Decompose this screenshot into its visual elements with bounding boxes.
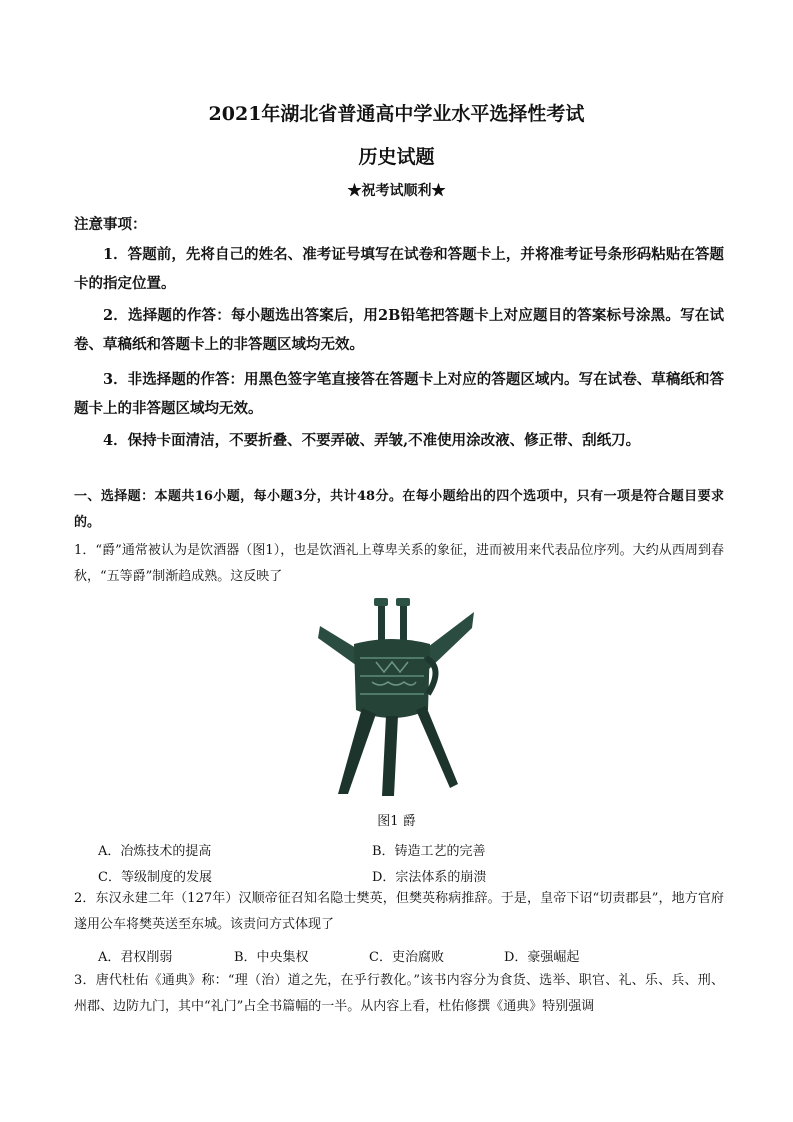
q1-option-b[interactable]: B．铸造工艺的完善: [372, 844, 486, 859]
subject-title: 历史试题: [358, 146, 435, 168]
question-3-stem: 3．唐代杜佑《通典》称：“理（治）道之先，在乎行教化。”该书内容分为食货、选举、职官、礼、乐、兵、刑、州郡、边防九门，其中“礼门”占全书篇幅的一半。从内容上看，杜佑修撰《通典》特别强调: [74, 973, 724, 1014]
notice-item: 2．选择题的作答：每小题选出答案后，用2B铅笔把答题卡上对应题目的答案标号涂黑。写在试卷、草稿纸和答题卡上的非答题区域均无效。: [74, 307, 724, 353]
notice-item: 4．保持卡面清洁，不要折叠、不要弄破、弄皱,不准使用涂改液、修正带、刮纸刀。: [103, 432, 641, 449]
q2-option-d[interactable]: D．豪强崛起: [504, 950, 580, 965]
q2-option-a[interactable]: A．君权削弱: [98, 950, 173, 965]
notice-item: 1．答题前，先将自己的姓名、准考证号填写在试卷和答题卡上，并将准考证号条形码粘贴在答题卡的指定位置。: [74, 246, 724, 292]
figure-caption: 图1 爵: [377, 814, 416, 829]
exam-title: 2021年湖北省普通高中学业水平选择性考试: [208, 103, 585, 125]
q2-option-c[interactable]: C．吏治腐败: [369, 950, 444, 965]
notice-item: 3．非选择题的作答：用黑色签字笔直接答在答题卡上对应的答题区域内。写在试卷、草稿纸和答题卡上的非答题区域均无效。: [74, 371, 724, 417]
question-2-stem: 2．东汉永建二年（127年）汉顺帝征召知名隐士樊英，但樊英称病推辞。于是，皇帝下诏“切责郡县”，地方官府遂用公车将樊英送至东城。该责问方式体现了: [74, 891, 724, 932]
notice-heading: 注意事项：: [74, 216, 147, 233]
q1-option-a[interactable]: A．冶炼技术的提高: [98, 844, 212, 859]
q1-option-c[interactable]: C．等级制度的发展: [98, 870, 212, 885]
section-heading: 一、选择题：本题共16小题，每小题3分，共计48分。在每小题给出的四个选项中，只有一项是符合题目要求的。: [74, 489, 724, 530]
q2-option-b[interactable]: B．中央集权: [234, 950, 309, 965]
q1-option-d[interactable]: D．宗法体系的崩溃: [372, 870, 487, 885]
question-1-stem: 1．“爵”通常被认为是饮酒器（图1），也是饮酒礼上尊卑关系的象征，进而被用来代表品位序列。大约从西周到春秋，“五等爵”制渐趋成熟。这反映了: [74, 543, 724, 584]
jue-vessel-figure: [316, 598, 476, 798]
blessing-line: ★祝考试顺利★: [347, 183, 446, 199]
